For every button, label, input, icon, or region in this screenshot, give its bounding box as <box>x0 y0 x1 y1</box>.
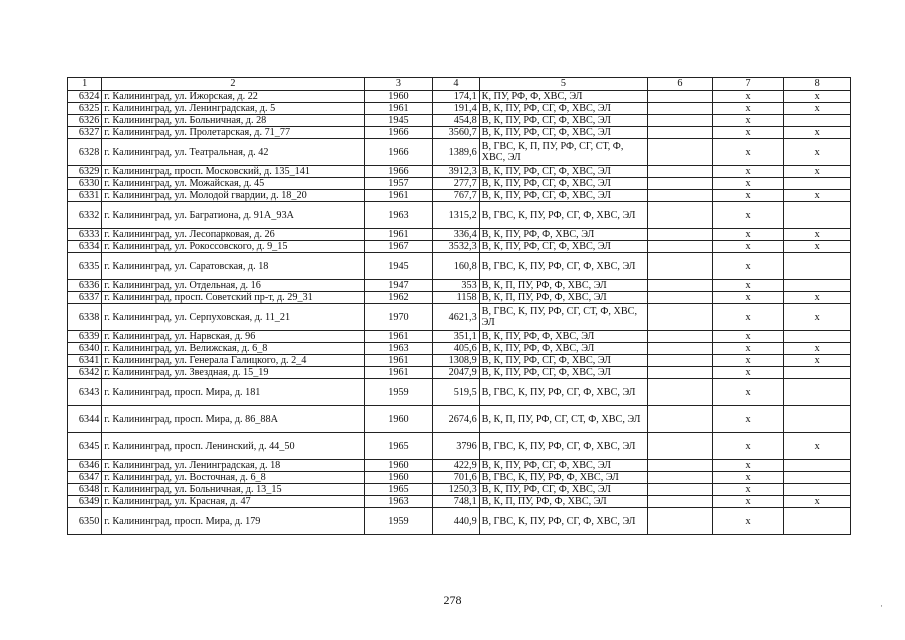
cell-column-8 <box>784 115 851 127</box>
cell-year-built: 1963 <box>364 202 433 229</box>
cell-area: 701,6 <box>433 472 479 484</box>
cell-column-6 <box>648 280 713 292</box>
cell-area: 422,9 <box>433 460 479 472</box>
cell-row-number: 6342 <box>68 367 102 379</box>
cell-column-7: x <box>712 472 784 484</box>
cell-area: 3796 <box>433 433 479 460</box>
cell-area: 748,1 <box>433 496 479 508</box>
cell-column-7: x <box>712 241 784 253</box>
cell-address: г. Калининград, ул. Велижская, д. 6_8 <box>102 343 364 355</box>
cell-column-8: x <box>784 166 851 178</box>
cell-year-built: 1963 <box>364 496 433 508</box>
cell-services: В, К, ПУ, РФ, СГ, Ф, ХВС, ЭЛ <box>479 241 648 253</box>
cell-year-built: 1961 <box>364 367 433 379</box>
table-row <box>68 202 851 229</box>
table-row <box>68 253 851 280</box>
cell-column-7: x <box>712 166 784 178</box>
cell-year-built: 1970 <box>364 304 433 331</box>
cell-row-number: 6324 <box>68 91 102 103</box>
table-row <box>68 406 851 433</box>
cell-column-8: x <box>784 103 851 115</box>
cell-column-8: x <box>784 229 851 241</box>
table-row <box>68 115 851 127</box>
cell-area: 277,7 <box>433 178 479 190</box>
cell-area: 519,5 <box>433 379 479 406</box>
cell-year-built: 1961 <box>364 229 433 241</box>
cell-year-built: 1960 <box>364 406 433 433</box>
cell-column-7: x <box>712 343 784 355</box>
cell-address: г. Калининград, ул. Отдельная, д. 16 <box>102 280 364 292</box>
header-cell-6: 6 <box>648 78 713 91</box>
cell-area: 1250,3 <box>433 484 479 496</box>
table-row <box>68 190 851 202</box>
cell-row-number: 6340 <box>68 343 102 355</box>
table-row <box>68 178 851 190</box>
cell-column-6 <box>648 202 713 229</box>
cell-column-8: x <box>784 496 851 508</box>
cell-address: г. Калининград, ул. Театральная, д. 42 <box>102 139 364 166</box>
cell-column-7: x <box>712 508 784 535</box>
cell-column-6 <box>648 433 713 460</box>
cell-address: г. Калининград, ул. Лесопарковая, д. 26 <box>102 229 364 241</box>
cell-year-built: 1966 <box>364 139 433 166</box>
cell-column-6 <box>648 241 713 253</box>
cell-year-built: 1945 <box>364 253 433 280</box>
cell-column-6 <box>648 178 713 190</box>
table-row <box>68 166 851 178</box>
cell-row-number: 6336 <box>68 280 102 292</box>
table-row <box>68 292 851 304</box>
cell-area: 1389,6 <box>433 139 479 166</box>
table-row <box>68 460 851 472</box>
cell-column-8: x <box>784 127 851 139</box>
cell-area: 2047,9 <box>433 367 479 379</box>
cell-services: В, К, ПУ, РФ, СГ, Ф, ХВС, ЭЛ <box>479 190 648 202</box>
cell-column-8 <box>784 508 851 535</box>
cell-area: 440,9 <box>433 508 479 535</box>
cell-row-number: 6333 <box>68 229 102 241</box>
cell-services: В, К, ПУ, РФ, СГ, Ф, ХВС, ЭЛ <box>479 178 648 190</box>
cell-column-6 <box>648 484 713 496</box>
cell-area: 353 <box>433 280 479 292</box>
cell-column-6 <box>648 139 713 166</box>
cell-area: 3532,3 <box>433 241 479 253</box>
table-row <box>68 229 851 241</box>
table-row <box>68 508 851 535</box>
cell-row-number: 6348 <box>68 484 102 496</box>
cell-column-6 <box>648 379 713 406</box>
cell-services: В, К, ПУ, РФ, СГ, Ф, ХВС, ЭЛ <box>479 127 648 139</box>
cell-address: г. Калининград, ул. Больничная, д. 13_15 <box>102 484 364 496</box>
cell-column-7: x <box>712 139 784 166</box>
header-row <box>68 78 851 91</box>
table-row <box>68 379 851 406</box>
cell-year-built: 1961 <box>364 355 433 367</box>
cell-column-6 <box>648 253 713 280</box>
cell-column-6 <box>648 229 713 241</box>
cell-year-built: 1963 <box>364 343 433 355</box>
cell-area: 2674,6 <box>433 406 479 433</box>
cell-services: В, К, ПУ, РФ, Ф, ХВС, ЭЛ <box>479 331 648 343</box>
cell-column-7: x <box>712 460 784 472</box>
table-row <box>68 472 851 484</box>
cell-column-8 <box>784 406 851 433</box>
cell-services: В, К, ПУ, РФ, СГ, Ф, ХВС, ЭЛ <box>479 484 648 496</box>
cell-row-number: 6334 <box>68 241 102 253</box>
cell-column-6 <box>648 472 713 484</box>
cell-year-built: 1962 <box>364 292 433 304</box>
cell-area: 336,4 <box>433 229 479 241</box>
cell-column-6 <box>648 91 713 103</box>
cell-services: В, К, ПУ, РФ, СГ, Ф, ХВС, ЭЛ <box>479 103 648 115</box>
cell-row-number: 6341 <box>68 355 102 367</box>
cell-services: К, ПУ, РФ, Ф, ХВС, ЭЛ <box>479 91 648 103</box>
page-number: 278 <box>443 593 462 607</box>
cell-address: г. Калининград, ул. Нарвская, д. 96 <box>102 331 364 343</box>
cell-services: В, ГВС, К, ПУ, РФ, Ф, ХВС, ЭЛ <box>479 472 648 484</box>
header-cell-2: 2 <box>102 78 364 91</box>
cell-year-built: 1967 <box>364 241 433 253</box>
cell-year-built: 1966 <box>364 166 433 178</box>
cell-column-8 <box>784 202 851 229</box>
cell-services: В, К, ПУ, РФ, СГ, Ф, ХВС, ЭЛ <box>479 355 648 367</box>
table-row <box>68 433 851 460</box>
cell-column-7: x <box>712 331 784 343</box>
cell-address: г. Калининград, ул. Рокоссовского, д. 9_15 <box>102 241 364 253</box>
header-cell-3: 3 <box>364 78 433 91</box>
cell-services: В, ГВС, К, ПУ, РФ, СГ, Ф, ХВС, ЭЛ <box>479 508 648 535</box>
cell-column-7: x <box>712 178 784 190</box>
table-row <box>68 355 851 367</box>
cell-services: В, К, П, ПУ, РФ, СГ, СТ, Ф, ХВС, ЭЛ <box>479 406 648 433</box>
cell-column-6 <box>648 190 713 202</box>
cell-services: В, ГВС, К, ПУ, РФ, СГ, Ф, ХВС, ЭЛ <box>479 379 648 406</box>
cell-address: г. Калининград, ул. Молодой гвардии, д. 18_20 <box>102 190 364 202</box>
table-row <box>68 496 851 508</box>
cell-area: 3912,3 <box>433 166 479 178</box>
cell-year-built: 1960 <box>364 460 433 472</box>
cell-row-number: 6331 <box>68 190 102 202</box>
cell-column-7: x <box>712 115 784 127</box>
cell-column-7: x <box>712 190 784 202</box>
cell-services: В, К, П, ПУ, РФ, Ф, ХВС, ЭЛ <box>479 280 648 292</box>
cell-services: В, ГВС, К, ПУ, РФ, СГ, Ф, ХВС, ЭЛ <box>479 253 648 280</box>
cell-address: г. Калининград, просп. Мира, д. 179 <box>102 508 364 535</box>
cell-year-built: 1947 <box>364 280 433 292</box>
cell-year-built: 1957 <box>364 178 433 190</box>
cell-column-8 <box>784 484 851 496</box>
cell-row-number: 6338 <box>68 304 102 331</box>
cell-row-number: 6343 <box>68 379 102 406</box>
cell-column-7: x <box>712 304 784 331</box>
scan-mark: · <box>880 601 883 611</box>
cell-year-built: 1945 <box>364 115 433 127</box>
cell-row-number: 6330 <box>68 178 102 190</box>
cell-column-8: x <box>784 355 851 367</box>
cell-address: г. Калининград, просп. Московский, д. 135_141 <box>102 166 364 178</box>
cell-row-number: 6332 <box>68 202 102 229</box>
cell-column-7: x <box>712 202 784 229</box>
cell-column-8 <box>784 331 851 343</box>
cell-address: г. Калининград, ул. Ленинградская, д. 5 <box>102 103 364 115</box>
cell-year-built: 1961 <box>364 103 433 115</box>
cell-services: В, К, ПУ, РФ, СГ, Ф, ХВС, ЭЛ <box>479 460 648 472</box>
cell-services: В, ГВС, К, ПУ, РФ, СГ, Ф, ХВС, ЭЛ <box>479 433 648 460</box>
cell-row-number: 6346 <box>68 460 102 472</box>
cell-address: г. Калининград, ул. Саратовская, д. 18 <box>102 253 364 280</box>
cell-address: г. Калининград, ул. Багратиона, д. 91А_93А <box>102 202 364 229</box>
cell-row-number: 6325 <box>68 103 102 115</box>
cell-column-8: x <box>784 304 851 331</box>
cell-area: 160,8 <box>433 253 479 280</box>
cell-area: 174,1 <box>433 91 479 103</box>
cell-year-built: 1965 <box>364 484 433 496</box>
cell-year-built: 1960 <box>364 472 433 484</box>
cell-area: 191,4 <box>433 103 479 115</box>
table-row <box>68 103 851 115</box>
cell-area: 1158 <box>433 292 479 304</box>
header-cell-5: 5 <box>479 78 648 91</box>
cell-column-6 <box>648 355 713 367</box>
cell-column-6 <box>648 343 713 355</box>
header-cell-4: 4 <box>433 78 479 91</box>
cell-year-built: 1959 <box>364 508 433 535</box>
cell-address: г. Калининград, просп. Мира, д. 181 <box>102 379 364 406</box>
cell-services: В, К, П, ПУ, РФ, Ф, ХВС, ЭЛ <box>479 292 648 304</box>
cell-row-number: 6345 <box>68 433 102 460</box>
cell-row-number: 6350 <box>68 508 102 535</box>
cell-year-built: 1966 <box>364 127 433 139</box>
cell-address: г. Калининград, просп. Ленинский, д. 44_50 <box>102 433 364 460</box>
cell-column-6 <box>648 508 713 535</box>
cell-services: В, К, ПУ, РФ, Ф, ХВС, ЭЛ <box>479 229 648 241</box>
cell-column-8 <box>784 460 851 472</box>
cell-services: В, К, П, ПУ, РФ, Ф, ХВС, ЭЛ <box>479 496 648 508</box>
cell-column-8: x <box>784 190 851 202</box>
header-cell-1: 1 <box>68 78 102 91</box>
cell-services: В, ГВС, К, ПУ, РФ, СГ, СТ, Ф, ХВС, ЭЛ <box>479 304 648 331</box>
cell-row-number: 6344 <box>68 406 102 433</box>
cell-services: В, К, ПУ, РФ, СГ, Ф, ХВС, ЭЛ <box>479 367 648 379</box>
cell-column-6 <box>648 127 713 139</box>
cell-column-6 <box>648 460 713 472</box>
table-row <box>68 139 851 166</box>
table-row <box>68 241 851 253</box>
cell-column-7: x <box>712 253 784 280</box>
cell-address: г. Калининград, ул. Генерала Галицкого, д. 2_4 <box>102 355 364 367</box>
cell-column-7: x <box>712 127 784 139</box>
cell-column-8: x <box>784 139 851 166</box>
cell-column-6 <box>648 406 713 433</box>
cell-address: г. Калининград, ул. Ленинградская, д. 18 <box>102 460 364 472</box>
cell-column-8: x <box>784 433 851 460</box>
cell-column-8 <box>784 253 851 280</box>
cell-column-8: x <box>784 343 851 355</box>
cell-services: В, К, ПУ, РФ, СГ, Ф, ХВС, ЭЛ <box>479 115 648 127</box>
table-row <box>68 127 851 139</box>
cell-area: 405,6 <box>433 343 479 355</box>
table-row <box>68 91 851 103</box>
cell-column-6 <box>648 292 713 304</box>
cell-year-built: 1960 <box>364 91 433 103</box>
cell-row-number: 6329 <box>68 166 102 178</box>
cell-area: 3560,7 <box>433 127 479 139</box>
cell-area: 351,1 <box>433 331 479 343</box>
cell-column-7: x <box>712 229 784 241</box>
cell-column-8 <box>784 178 851 190</box>
cell-column-7: x <box>712 91 784 103</box>
cell-column-6 <box>648 367 713 379</box>
cell-row-number: 6349 <box>68 496 102 508</box>
cell-address: г. Калининград, ул. Красная, д. 47 <box>102 496 364 508</box>
cell-area: 1315,2 <box>433 202 479 229</box>
cell-column-7: x <box>712 406 784 433</box>
cell-area: 4621,3 <box>433 304 479 331</box>
table-row <box>68 280 851 292</box>
cell-column-8: x <box>784 91 851 103</box>
cell-row-number: 6347 <box>68 472 102 484</box>
table-row <box>68 484 851 496</box>
cell-address: г. Калининград, просп. Мира, д. 86_88А <box>102 406 364 433</box>
cell-column-7: x <box>712 367 784 379</box>
cell-column-7: x <box>712 484 784 496</box>
cell-area: 767,7 <box>433 190 479 202</box>
cell-column-6 <box>648 496 713 508</box>
cell-column-8 <box>784 379 851 406</box>
cell-column-7: x <box>712 496 784 508</box>
cell-year-built: 1961 <box>364 190 433 202</box>
cell-row-number: 6326 <box>68 115 102 127</box>
cell-address: г. Калининград, ул. Пролетарская, д. 71_77 <box>102 127 364 139</box>
cell-address: г. Калининград, ул. Звездная, д. 15_19 <box>102 367 364 379</box>
cell-column-6 <box>648 115 713 127</box>
cell-row-number: 6335 <box>68 253 102 280</box>
cell-year-built: 1965 <box>364 433 433 460</box>
table-row <box>68 367 851 379</box>
cell-column-7: x <box>712 379 784 406</box>
cell-column-7: x <box>712 280 784 292</box>
cell-column-6 <box>648 166 713 178</box>
cell-area: 454,8 <box>433 115 479 127</box>
cell-column-6 <box>648 331 713 343</box>
cell-column-8 <box>784 472 851 484</box>
table-row <box>68 331 851 343</box>
cell-services: В, К, ПУ, РФ, СГ, Ф, ХВС, ЭЛ <box>479 166 648 178</box>
cell-row-number: 6339 <box>68 331 102 343</box>
cell-year-built: 1961 <box>364 331 433 343</box>
table-row <box>68 343 851 355</box>
cell-address: г. Калининград, ул. Серпуховская, д. 11_21 <box>102 304 364 331</box>
cell-row-number: 6327 <box>68 127 102 139</box>
cell-column-7: x <box>712 355 784 367</box>
cell-column-6 <box>648 304 713 331</box>
cell-address: г. Калининград, ул. Больничная, д. 28 <box>102 115 364 127</box>
cell-address: г. Калининград, ул. Ижорская, д. 22 <box>102 91 364 103</box>
cell-row-number: 6328 <box>68 139 102 166</box>
header-cell-7: 7 <box>712 78 784 91</box>
cell-address: г. Калининград, просп. Советский пр-т, д. 29_31 <box>102 292 364 304</box>
table-body <box>68 91 851 535</box>
table-row <box>68 304 851 331</box>
cell-column-7: x <box>712 433 784 460</box>
cell-area: 1308,9 <box>433 355 479 367</box>
header-cell-8: 8 <box>784 78 851 91</box>
cell-column-8 <box>784 280 851 292</box>
housing-register-table <box>67 77 851 535</box>
cell-column-7: x <box>712 103 784 115</box>
cell-year-built: 1959 <box>364 379 433 406</box>
cell-column-8: x <box>784 241 851 253</box>
cell-address: г. Калининград, ул. Можайская, д. 45 <box>102 178 364 190</box>
cell-services: В, ГВС, К, П, ПУ, РФ, СГ, СТ, Ф, ХВС, ЭЛ <box>479 139 648 166</box>
cell-address: г. Калининград, ул. Восточная, д. 6_8 <box>102 472 364 484</box>
cell-services: В, ГВС, К, ПУ, РФ, СГ, Ф, ХВС, ЭЛ <box>479 202 648 229</box>
cell-column-8: x <box>784 292 851 304</box>
cell-services: В, К, ПУ, РФ, Ф, ХВС, ЭЛ <box>479 343 648 355</box>
cell-column-7: x <box>712 292 784 304</box>
cell-column-8 <box>784 367 851 379</box>
cell-column-6 <box>648 103 713 115</box>
cell-row-number: 6337 <box>68 292 102 304</box>
